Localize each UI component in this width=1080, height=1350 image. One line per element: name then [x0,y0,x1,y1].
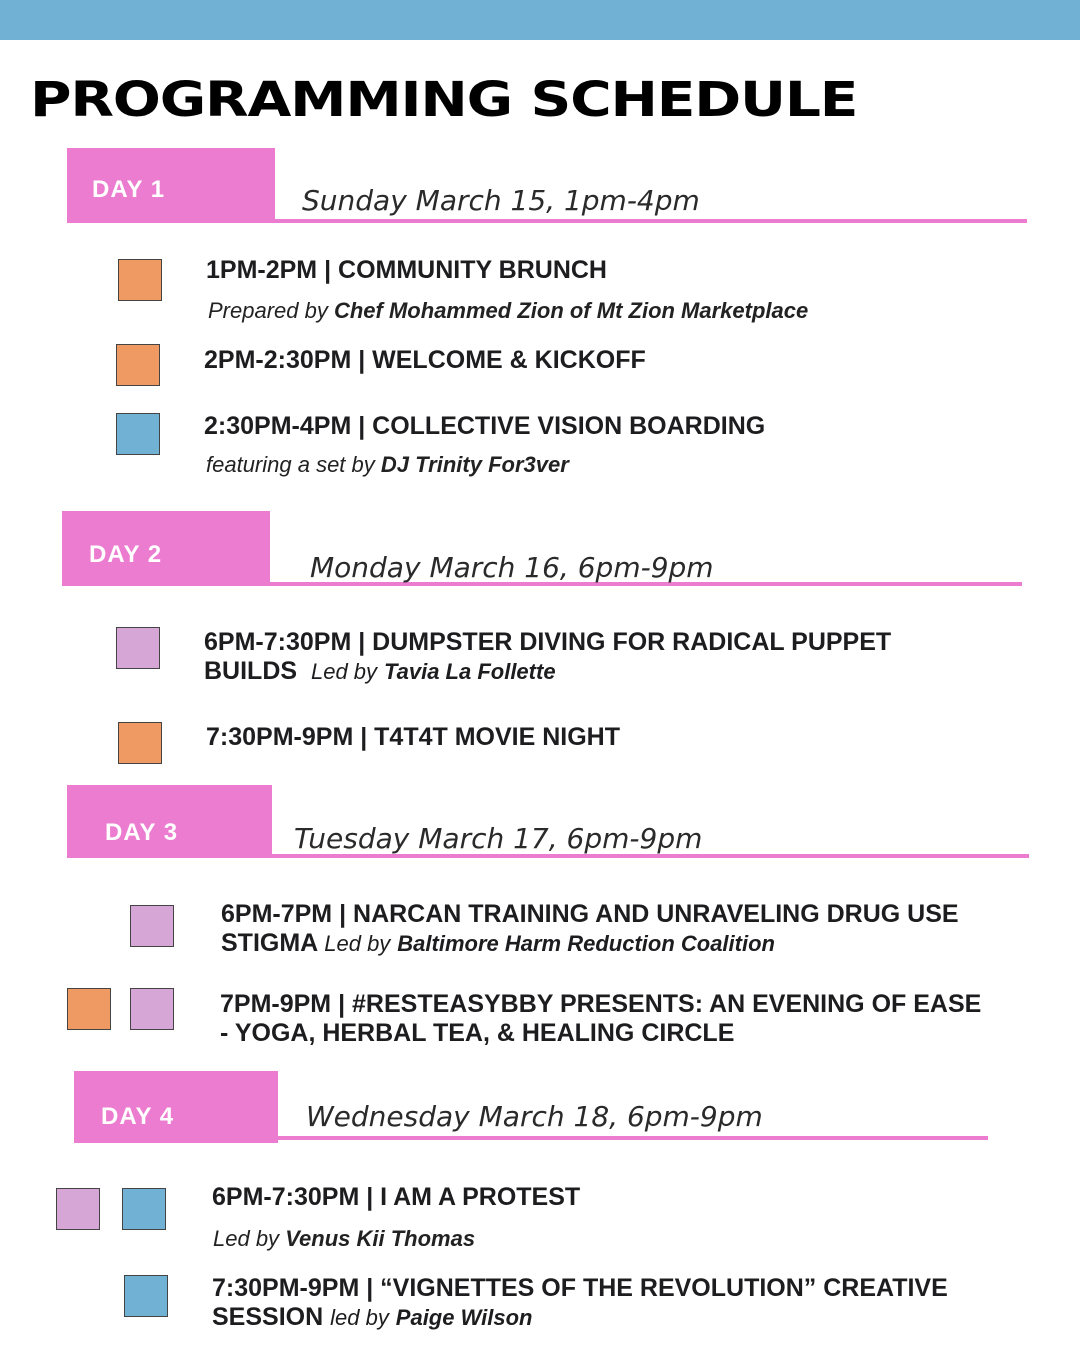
event-title-line: 7PM-9PM | #RESTEASYBBY PRESENTS: AN EVENING OF EASE [220,990,982,1018]
day-3-date: Tuesday March 17, 6pm-9pm [294,822,703,855]
day-1-date: Sunday March 15, 1pm-4pm [302,184,700,217]
lilac-marker [56,1188,100,1230]
event-sub-prefix: Led by [324,931,391,956]
event-host: DJ Trinity For3ver [380,452,569,477]
event-title [221,900,959,958]
event-sub-prefix: Led by [213,1226,280,1251]
event-title: 1PM-2PM | COMMUNITY BRUNCH [206,256,607,284]
day-label: DAY 2 [89,541,163,568]
day-label: DAY 4 [101,1103,175,1130]
day-4-tab [74,1071,278,1143]
day-4-date: Wednesday March 18, 6pm-9pm [306,1100,763,1133]
event-title-tail: BUILDS [204,657,298,685]
event-host: Baltimore Harm Reduction Coalition [397,931,775,956]
day-label: DAY 3 [105,819,179,846]
day-1-divider [67,219,1027,223]
event-host: Venus Kii Thomas [285,1226,476,1251]
event-sub-prefix: led by [330,1305,389,1330]
page-title: PROGRAMMING SCHEDULE [30,72,858,128]
event-title: 2PM-2:30PM | WELCOME & KICKOFF [204,346,646,374]
event-title-line-2 [212,1303,948,1332]
event-sub-prefix: Prepared by [208,298,328,323]
event-title: 2:30PM-4PM | COLLECTIVE VISION BOARDING [204,412,766,440]
blue-marker [122,1188,166,1230]
event-title [220,990,981,1048]
blue-marker [124,1275,168,1317]
event-subtitle [208,298,808,324]
event-title-line-2 [221,929,959,958]
event-host: Tavia La Follette [383,659,556,684]
day-3-tab [67,785,272,857]
day-1-tab [67,148,275,220]
event-title-line: 7:30PM-9PM | “VIGNETTES OF THE REVOLUTION” CREATIVE [212,1274,948,1302]
event-title-line-2: - YOGA, HERBAL TEA, & HEALING CIRCLE [220,1019,735,1047]
lilac-marker [130,988,174,1030]
event-subtitle [206,452,569,478]
event-title [204,628,891,686]
event-title [212,1274,948,1332]
event-host: Paige Wilson [395,1305,533,1330]
event-host: Chef Mohammed Zion of Mt Zion Marketplace [333,298,809,323]
orange-marker [118,259,162,301]
event-title-line: 6PM-7:30PM | DUMPSTER DIVING FOR RADICAL PUPPET [204,628,892,656]
event-title: 6PM-7:30PM | I AM A PROTEST [212,1183,581,1211]
event-subtitle [213,1226,475,1252]
event-title-line-2 [204,657,891,686]
blue-marker [116,413,160,455]
day-4-divider [74,1136,988,1140]
lilac-marker [116,627,160,669]
orange-marker [118,722,162,764]
day-2-tab [62,511,270,583]
orange-marker [67,988,111,1030]
orange-marker [116,344,160,386]
event-title-tail: SESSION [212,1303,324,1331]
event-title-line: 6PM-7PM | NARCAN TRAINING AND UNRAVELING DRUG USE [221,900,959,928]
event-title-tail: STIGMA [221,929,318,957]
lilac-marker [130,905,174,947]
event-sub-prefix: featuring a set by [206,452,375,477]
day-2-date: Monday March 16, 6pm-9pm [310,551,714,584]
event-sub-prefix: Led by [310,659,378,684]
top-accent-bar [0,0,1080,40]
event-title: 7:30PM-9PM | T4T4T MOVIE NIGHT [206,723,621,751]
day-label: DAY 1 [92,176,166,203]
